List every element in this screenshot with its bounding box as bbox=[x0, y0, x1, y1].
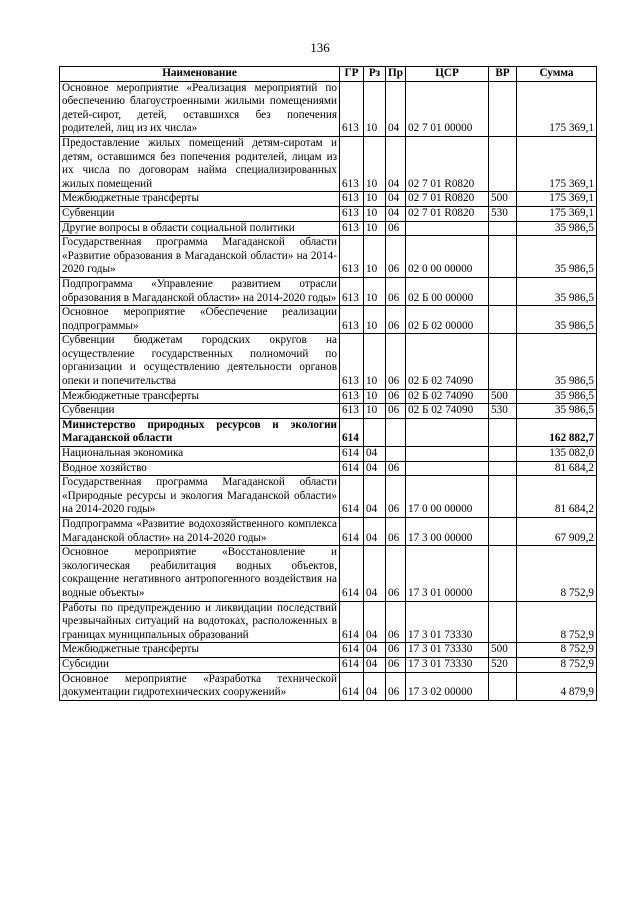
cell-sum: 4 879,9 bbox=[517, 672, 597, 700]
cell-rz: 04 bbox=[364, 657, 386, 672]
table-header-row bbox=[60, 67, 597, 82]
cell-name: Межбюджетные трансферты bbox=[60, 643, 340, 658]
cell-gr: 614 bbox=[340, 518, 364, 546]
table-row bbox=[60, 546, 597, 601]
cell-pr: 06 bbox=[386, 518, 406, 546]
table-row bbox=[60, 192, 597, 207]
cell-pr: 06 bbox=[386, 306, 406, 334]
cell-name: Подпрограмма «Управление развитием отрасли образования в Магаданской области» на 2014-2020 годы» bbox=[60, 277, 340, 305]
cell-rz: 04 bbox=[364, 447, 386, 462]
cell-rz: 10 bbox=[364, 221, 386, 236]
table-row bbox=[60, 236, 597, 278]
cell-sum: 81 684,2 bbox=[517, 461, 597, 476]
cell-rz bbox=[364, 418, 386, 446]
table-row bbox=[60, 601, 597, 643]
cell-rz: 04 bbox=[364, 461, 386, 476]
cell-csr bbox=[406, 418, 489, 446]
cell-name: Министерство природных ресурсов и экологии Магаданской области bbox=[60, 418, 340, 446]
cell-vr bbox=[489, 461, 517, 476]
cell-pr: 06 bbox=[386, 404, 406, 419]
cell-pr: 06 bbox=[386, 221, 406, 236]
cell-rz: 04 bbox=[364, 643, 386, 658]
cell-csr: 02 Б 02 74090 bbox=[406, 389, 489, 404]
cell-gr: 613 bbox=[340, 136, 364, 191]
cell-rz: 04 bbox=[364, 518, 386, 546]
cell-vr: 500 bbox=[489, 192, 517, 207]
cell-gr: 613 bbox=[340, 404, 364, 419]
cell-vr bbox=[489, 334, 517, 389]
cell-sum: 8 752,9 bbox=[517, 601, 597, 643]
cell-name: Подпрограмма «Развитие водохозяйственного комплекса Магаданской области» на 2014-2020 годы» bbox=[60, 518, 340, 546]
cell-gr: 614 bbox=[340, 461, 364, 476]
cell-rz: 10 bbox=[364, 389, 386, 404]
header-pr: Пр bbox=[386, 67, 406, 82]
header-name: Наименование bbox=[60, 67, 340, 82]
cell-pr: 06 bbox=[386, 546, 406, 601]
table-row bbox=[60, 334, 597, 389]
cell-rz: 04 bbox=[364, 476, 386, 518]
cell-pr: 04 bbox=[386, 81, 406, 136]
cell-name: Основное мероприятие «Реализация мероприятий по обеспечению благоустроенными жилыми помещениями детей-сирот, детей, оставшихся без попечения родителей, лиц из их числа» bbox=[60, 81, 340, 136]
table-row bbox=[60, 306, 597, 334]
cell-pr: 06 bbox=[386, 643, 406, 658]
cell-vr bbox=[489, 447, 517, 462]
cell-gr: 613 bbox=[340, 206, 364, 221]
cell-gr: 613 bbox=[340, 306, 364, 334]
cell-vr: 500 bbox=[489, 643, 517, 658]
cell-rz: 10 bbox=[364, 136, 386, 191]
cell-csr: 17 3 01 73330 bbox=[406, 643, 489, 658]
cell-pr: 06 bbox=[386, 476, 406, 518]
table-row bbox=[60, 206, 597, 221]
cell-csr: 02 Б 02 74090 bbox=[406, 404, 489, 419]
cell-pr: 06 bbox=[386, 461, 406, 476]
cell-vr bbox=[489, 306, 517, 334]
cell-vr bbox=[489, 136, 517, 191]
cell-pr: 06 bbox=[386, 657, 406, 672]
table-row bbox=[60, 81, 597, 136]
cell-sum: 8 752,9 bbox=[517, 546, 597, 601]
cell-csr: 17 3 01 00000 bbox=[406, 546, 489, 601]
cell-csr: 02 Б 02 00000 bbox=[406, 306, 489, 334]
cell-csr bbox=[406, 447, 489, 462]
table-row bbox=[60, 418, 597, 446]
table-row bbox=[60, 518, 597, 546]
cell-name: Субвенции bbox=[60, 404, 340, 419]
cell-rz: 10 bbox=[364, 236, 386, 278]
cell-rz: 04 bbox=[364, 672, 386, 700]
header-rz: Рз bbox=[364, 67, 386, 82]
table-row bbox=[60, 476, 597, 518]
cell-gr: 614 bbox=[340, 447, 364, 462]
cell-rz: 10 bbox=[364, 206, 386, 221]
cell-name: Водное хозяйство bbox=[60, 461, 340, 476]
cell-sum: 175 369,1 bbox=[517, 192, 597, 207]
cell-gr: 614 bbox=[340, 476, 364, 518]
table-row bbox=[60, 461, 597, 476]
page-number: 136 bbox=[310, 40, 330, 55]
cell-vr bbox=[489, 672, 517, 700]
cell-csr: 02 0 00 00000 bbox=[406, 236, 489, 278]
cell-sum: 35 986,5 bbox=[517, 389, 597, 404]
cell-pr: 04 bbox=[386, 206, 406, 221]
cell-vr bbox=[489, 518, 517, 546]
cell-sum: 8 752,9 bbox=[517, 643, 597, 658]
cell-rz: 10 bbox=[364, 404, 386, 419]
cell-vr: 530 bbox=[489, 206, 517, 221]
cell-gr: 614 bbox=[340, 546, 364, 601]
cell-gr: 614 bbox=[340, 601, 364, 643]
cell-csr: 17 0 00 00000 bbox=[406, 476, 489, 518]
cell-name: Работы по предупреждению и ликвидации последствий чрезвычайных ситуаций на водотоках, расположенных в границах муниципальных образований bbox=[60, 601, 340, 643]
cell-csr: 02 7 01 00000 bbox=[406, 81, 489, 136]
cell-gr: 613 bbox=[340, 221, 364, 236]
cell-sum: 8 752,9 bbox=[517, 657, 597, 672]
cell-pr: 06 bbox=[386, 334, 406, 389]
cell-sum: 175 369,1 bbox=[517, 206, 597, 221]
cell-vr bbox=[489, 236, 517, 278]
cell-pr: 06 bbox=[386, 389, 406, 404]
cell-rz: 10 bbox=[364, 306, 386, 334]
table-row bbox=[60, 277, 597, 305]
cell-gr: 613 bbox=[340, 236, 364, 278]
table-row bbox=[60, 136, 597, 191]
cell-csr: 02 Б 00 00000 bbox=[406, 277, 489, 305]
table-row bbox=[60, 672, 597, 700]
cell-vr bbox=[489, 546, 517, 601]
cell-sum: 35 986,5 bbox=[517, 236, 597, 278]
cell-csr bbox=[406, 461, 489, 476]
cell-vr: 500 bbox=[489, 389, 517, 404]
cell-csr: 02 Б 02 74090 bbox=[406, 334, 489, 389]
cell-pr: 06 bbox=[386, 672, 406, 700]
cell-pr: 04 bbox=[386, 192, 406, 207]
cell-csr: 17 3 01 73330 bbox=[406, 657, 489, 672]
cell-csr: 17 3 00 00000 bbox=[406, 518, 489, 546]
cell-name: Государственная программа Магаданской области «Развитие образования в Магаданской области» на 2014-2020 годы» bbox=[60, 236, 340, 278]
cell-rz: 04 bbox=[364, 546, 386, 601]
cell-csr: 02 7 01 R0820 bbox=[406, 192, 489, 207]
cell-name: Субсидии bbox=[60, 657, 340, 672]
cell-gr: 613 bbox=[340, 192, 364, 207]
cell-vr bbox=[489, 221, 517, 236]
cell-gr: 613 bbox=[340, 389, 364, 404]
header-sum: Сумма bbox=[517, 67, 597, 82]
cell-gr: 613 bbox=[340, 334, 364, 389]
cell-vr bbox=[489, 277, 517, 305]
table-row bbox=[60, 389, 597, 404]
cell-sum: 162 882,7 bbox=[517, 418, 597, 446]
cell-vr bbox=[489, 81, 517, 136]
header-vr: ВР bbox=[489, 67, 517, 82]
table-row bbox=[60, 221, 597, 236]
cell-csr: 17 3 01 73330 bbox=[406, 601, 489, 643]
cell-sum: 175 369,1 bbox=[517, 136, 597, 191]
table-body bbox=[60, 81, 597, 700]
cell-name: Государственная программа Магаданской области «Природные ресурсы и экология Магаданской области» на 2014-2020 годы» bbox=[60, 476, 340, 518]
cell-pr: 06 bbox=[386, 236, 406, 278]
cell-name: Национальная экономика bbox=[60, 447, 340, 462]
header-csr: ЦСР bbox=[406, 67, 489, 82]
cell-gr: 614 bbox=[340, 643, 364, 658]
cell-vr: 520 bbox=[489, 657, 517, 672]
cell-name: Межбюджетные трансферты bbox=[60, 389, 340, 404]
cell-name: Субвенции bbox=[60, 206, 340, 221]
cell-vr: 530 bbox=[489, 404, 517, 419]
cell-rz: 10 bbox=[364, 334, 386, 389]
cell-pr: 06 bbox=[386, 601, 406, 643]
cell-name: Межбюджетные трансферты bbox=[60, 192, 340, 207]
cell-sum: 135 082,0 bbox=[517, 447, 597, 462]
cell-rz: 10 bbox=[364, 277, 386, 305]
cell-name: Предоставление жилых помещений детям-сиротам и детям, оставшимся без попечения родителей, лицам из их числа по договорам найма специализированных жилых помещений bbox=[60, 136, 340, 191]
cell-sum: 81 684,2 bbox=[517, 476, 597, 518]
cell-gr: 613 bbox=[340, 277, 364, 305]
cell-name: Другие вопросы в области социальной политики bbox=[60, 221, 340, 236]
cell-gr: 614 bbox=[340, 418, 364, 446]
cell-sum: 35 986,5 bbox=[517, 277, 597, 305]
table-row bbox=[60, 643, 597, 658]
cell-pr bbox=[386, 447, 406, 462]
cell-pr bbox=[386, 418, 406, 446]
budget-table bbox=[59, 66, 597, 701]
cell-sum: 35 986,5 bbox=[517, 306, 597, 334]
cell-vr bbox=[489, 601, 517, 643]
cell-gr: 614 bbox=[340, 657, 364, 672]
cell-gr: 613 bbox=[340, 81, 364, 136]
header-gr: ГР bbox=[340, 67, 364, 82]
cell-csr: 17 3 02 00000 bbox=[406, 672, 489, 700]
table-row bbox=[60, 657, 597, 672]
table-row bbox=[60, 404, 597, 419]
cell-rz: 10 bbox=[364, 81, 386, 136]
cell-name: Субвенции бюджетам городских округов на осуществление государственных полномочий по организации и осуществлению деятельности органов опеки и попечительства bbox=[60, 334, 340, 389]
cell-sum: 175 369,1 bbox=[517, 81, 597, 136]
cell-sum: 35 986,5 bbox=[517, 334, 597, 389]
cell-csr bbox=[406, 221, 489, 236]
cell-name: Основное мероприятие «Восстановление и экологическая реабилитация водных объектов, сокращение негативного антропогенного воздействия на водные объекты» bbox=[60, 546, 340, 601]
cell-name: Основное мероприятие «Обеспечение реализации подпрограммы» bbox=[60, 306, 340, 334]
cell-csr: 02 7 01 R0820 bbox=[406, 206, 489, 221]
cell-sum: 67 909,2 bbox=[517, 518, 597, 546]
cell-rz: 10 bbox=[364, 192, 386, 207]
table-row bbox=[60, 447, 597, 462]
cell-csr: 02 7 01 R0820 bbox=[406, 136, 489, 191]
cell-gr: 614 bbox=[340, 672, 364, 700]
cell-rz: 04 bbox=[364, 601, 386, 643]
cell-pr: 04 bbox=[386, 136, 406, 191]
cell-name: Основное мероприятие «Разработка технической документации гидротехнических сооружений» bbox=[60, 672, 340, 700]
cell-vr bbox=[489, 476, 517, 518]
cell-pr: 06 bbox=[386, 277, 406, 305]
cell-sum: 35 986,5 bbox=[517, 404, 597, 419]
cell-vr bbox=[489, 418, 517, 446]
cell-sum: 35 986,5 bbox=[517, 221, 597, 236]
